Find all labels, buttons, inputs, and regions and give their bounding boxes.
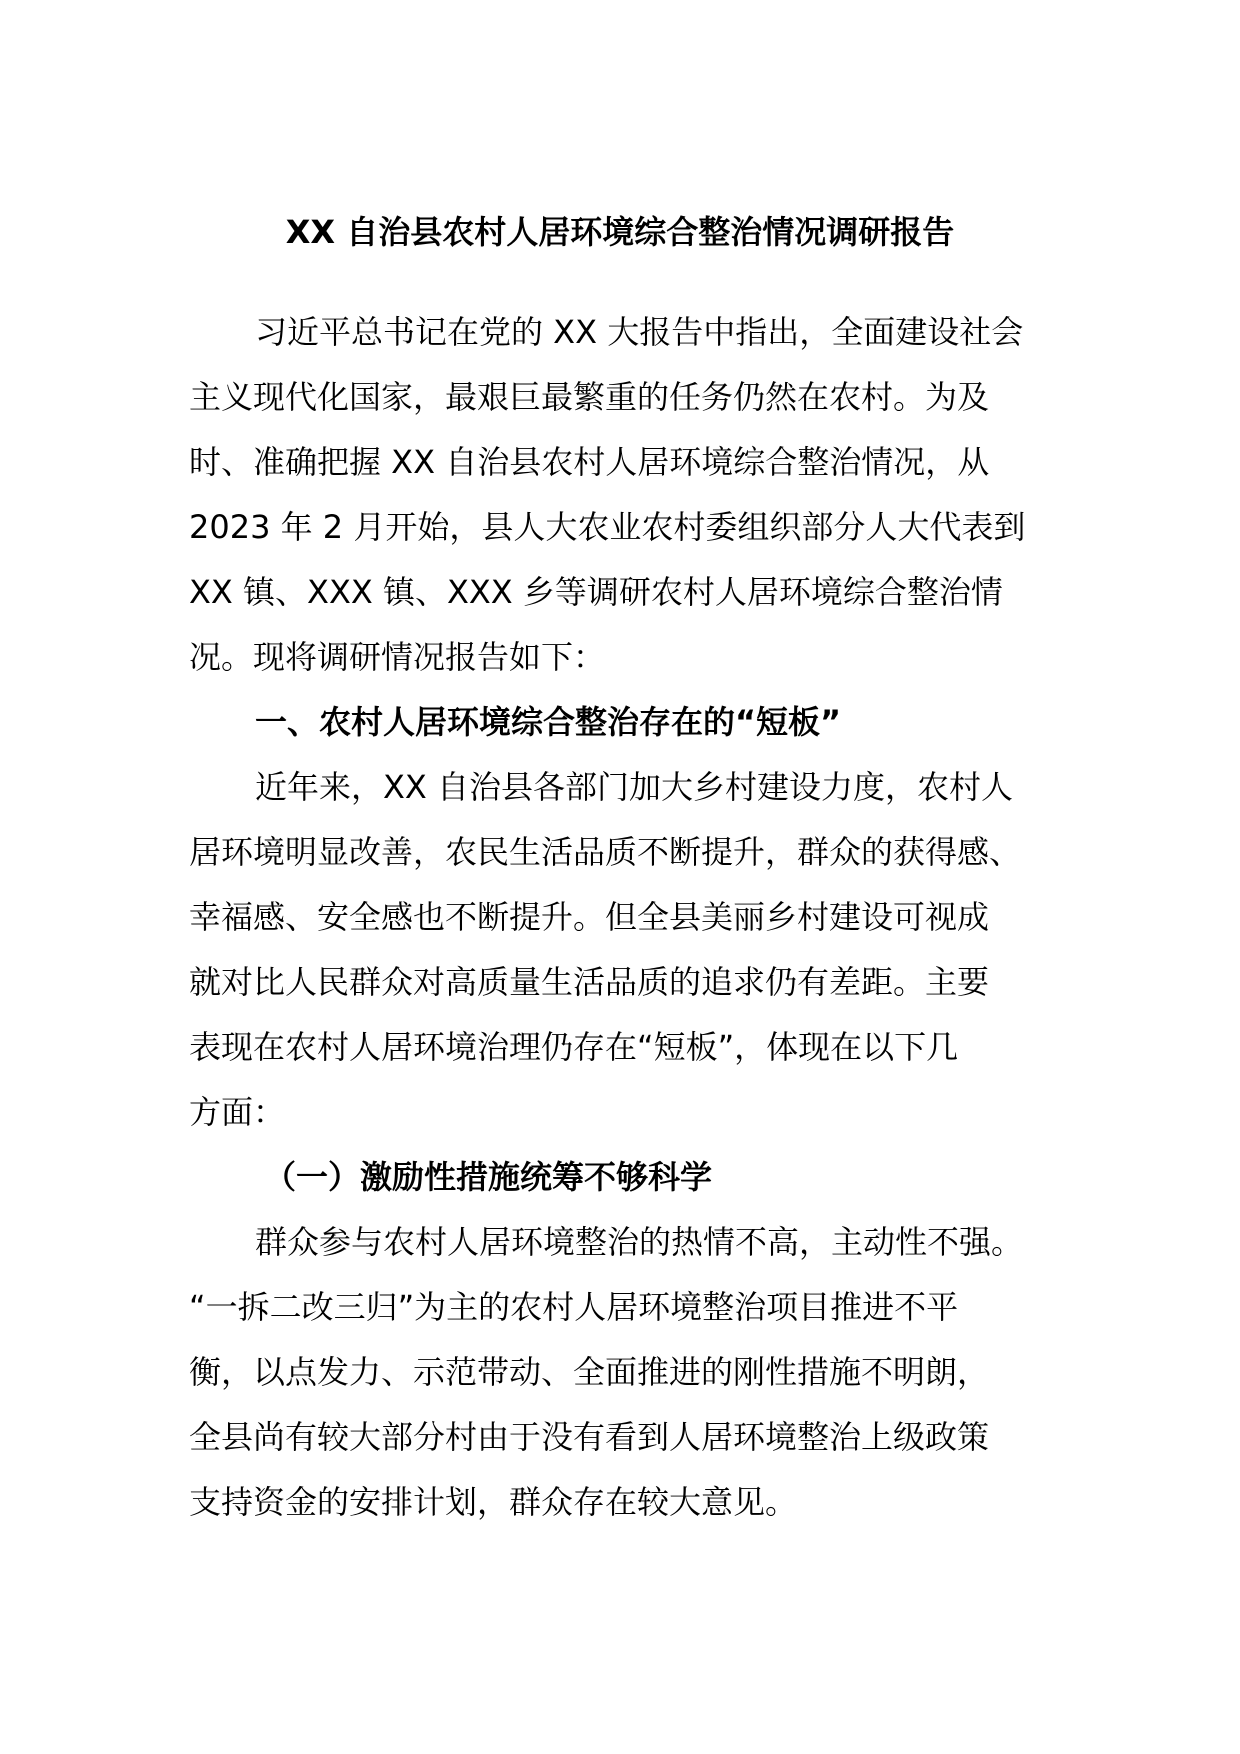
paragraph-line: 衡，以点发力、示范带动、全面推进的刚性措施不明朗， bbox=[189, 1353, 990, 1391]
document-title: XX 自治县农村人居环境综合整治情况调研报告 bbox=[285, 213, 955, 251]
document-body bbox=[189, 300, 1059, 1535]
paragraph-line: 况。现将调研情况报告如下： bbox=[189, 638, 606, 676]
paragraph-line: 时、准确把握 XX 自治县农村人居环境综合整治情况，从 bbox=[189, 443, 990, 481]
paragraph-line: 近年来，XX 自治县各部门加大乡村建设力度，农村人 bbox=[255, 768, 1014, 806]
paragraph-line: 2023 年 2 月开始，县人大农业农村委组织部分人大代表到 bbox=[189, 508, 1026, 546]
paragraph-line: XX 镇、XXX 镇、XXX 乡等调研农村人居环境综合整治情 bbox=[189, 573, 1003, 611]
paragraph-line: 群众参与农村人居环境整治的热情不高，主动性不强。 bbox=[255, 1223, 1024, 1261]
paragraph-line: 居环境明显改善，农民生活品质不断提升，群众的获得感、 bbox=[189, 833, 1022, 871]
paragraph-line: 习近平总书记在党的 XX 大报告中指出，全面建设社会 bbox=[255, 313, 1024, 351]
paragraph-line: “一拆二改三归”为主的农村人居环境整治项目推进不平 bbox=[189, 1288, 959, 1326]
paragraph-line: 幸福感、安全感也不断提升。但全县美丽乡村建设可视成 bbox=[189, 898, 990, 936]
subsection-heading: （一）激励性措施统筹不够科学 bbox=[264, 1158, 713, 1196]
section-heading: 一、农村人居环境综合整治存在的“短板” bbox=[255, 703, 842, 741]
paragraph-line: 主义现代化国家，最艰巨最繁重的任务仍然在农村。为及 bbox=[189, 378, 990, 416]
paragraph-line: 支持资金的安排计划，群众存在较大意见。 bbox=[189, 1483, 798, 1521]
paragraph-line: 就对比人民群众对高质量生活品质的追求仍有差距。主要 bbox=[189, 963, 990, 1001]
paragraph-line: 全县尚有较大部分村由于没有看到人居环境整治上级政策 bbox=[189, 1418, 990, 1456]
paragraph-line: 表现在农村人居环境治理仍存在“短板”，体现在以下几 bbox=[189, 1028, 959, 1066]
paragraph-line: 方面： bbox=[189, 1093, 286, 1131]
